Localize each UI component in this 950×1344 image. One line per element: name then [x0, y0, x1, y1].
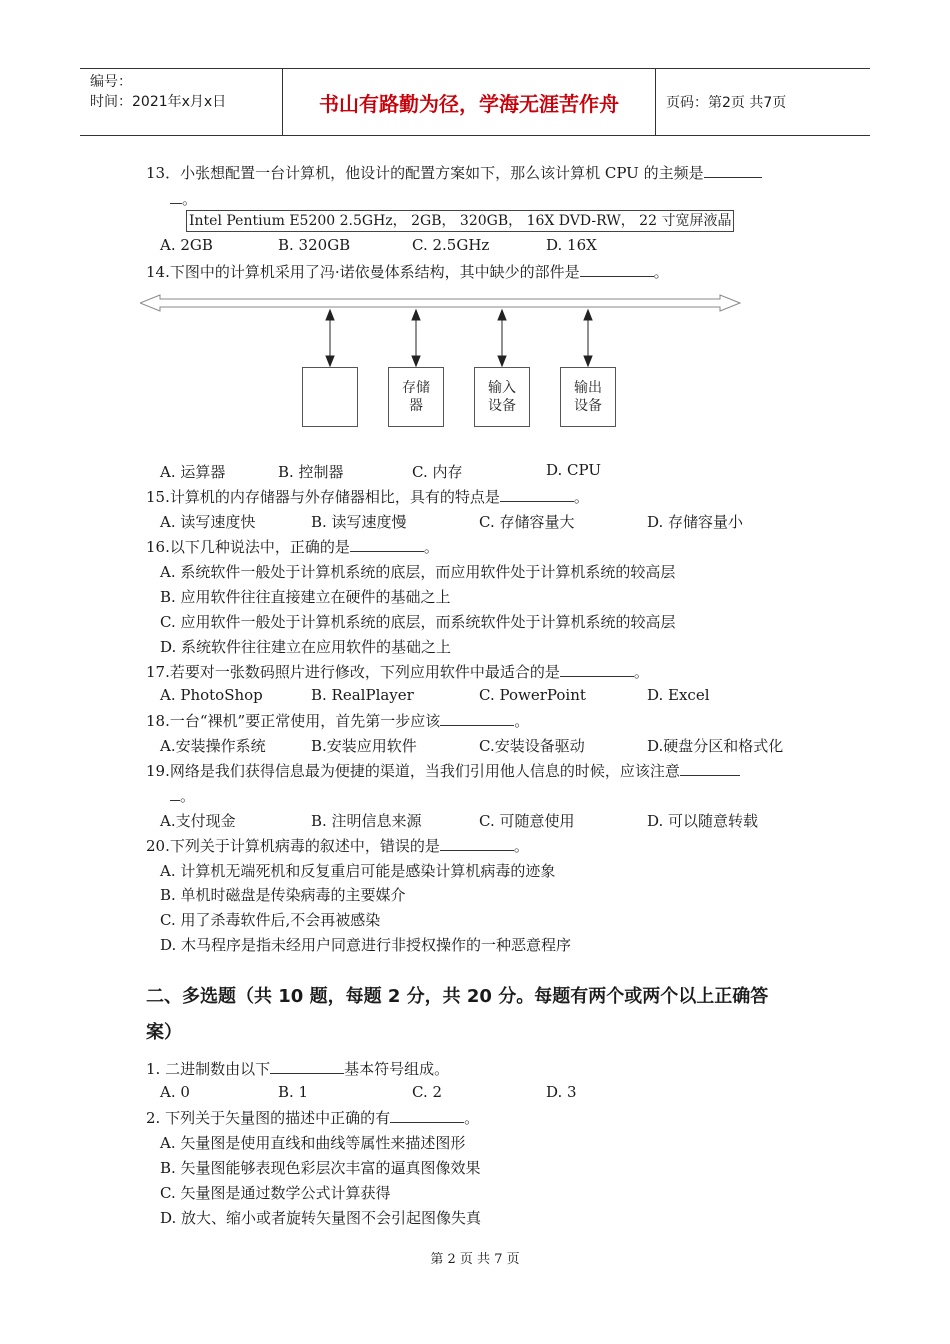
q13-option-a: A. 2GB: [160, 236, 213, 254]
q16-option-c: C. 应用软件一般处于计算机系统的底层，而系统软件处于计算机系统的较高层: [160, 613, 676, 631]
q18-option-b: B.安装应用软件: [311, 737, 417, 755]
q13-stem-cont: 。: [170, 188, 197, 209]
q13-option-b: B. 320GB: [278, 236, 351, 254]
q16-option-d: D. 系统软件往往建立在应用软件的基础之上: [160, 638, 452, 656]
s2-q1-option-b: B. 1: [278, 1083, 309, 1101]
answer-blank: [580, 262, 654, 277]
q17-option-c: C. PowerPoint: [479, 686, 586, 704]
q19-option-a: A.支付现金: [160, 812, 236, 830]
s2-q2-option-a: A. 矢量图是使用直线和曲线等属性来描述图形: [160, 1134, 466, 1152]
storage-box: 存储 器: [388, 367, 444, 427]
section2-title-cont: 案）: [146, 1022, 182, 1043]
answer-blank: [560, 662, 634, 677]
q15-stem: 15.计算机的内存储器与外存储器相比，具有的特点是 。: [146, 488, 589, 506]
header-page-info: 页码：第2页 共7页: [666, 95, 787, 111]
page-header: [80, 68, 870, 136]
s2-q1-stem: 1. 二进制数由以下 基本符号组成。: [146, 1060, 450, 1078]
page-footer: 第 2 页 共 7 页: [430, 1252, 520, 1267]
q20-option-c: C. 用了杀毒软件后,不会再被感染: [160, 911, 381, 929]
q17-stem: 17.若要对一张数码照片进行修改，下列应用软件中最适合的是 。: [146, 663, 649, 681]
q17-option-d: D. Excel: [647, 686, 710, 704]
s2-q2-option-d: D. 放大、缩小或者旋转矢量图不会引起图像失真: [160, 1209, 482, 1227]
q13-config-box: Intel Pentium E5200 2.5GHz， 2GB， 320GB， 16X DVD-RW， 22 寸宽屏液晶: [186, 210, 734, 232]
q14-option-c: C. 内存: [412, 463, 463, 481]
q19-stem: 19.网络是我们获得信息最为便捷的渠道，当我们引用他人信息的时候，应该注意: [146, 760, 740, 781]
answer-blank: [170, 786, 180, 801]
s2-q1-option-a: A. 0: [160, 1083, 190, 1101]
q20-option-d: D. 木马程序是指未经用户同意进行非授权操作的一种恶意程序: [160, 936, 572, 954]
q19-option-c: C. 可随意使用: [479, 812, 575, 830]
answer-blank: [500, 487, 574, 502]
q20-stem: 20.下列关于计算机病毒的叙述中，错误的是 。: [146, 837, 529, 855]
s2-q1-option-d: D. 3: [546, 1083, 577, 1101]
number-label: 编号：: [90, 74, 132, 90]
q19-option-d: D. 可以随意转载: [647, 812, 759, 830]
q19-option-b: B. 注明信息来源: [311, 812, 422, 830]
answer-blank: [440, 836, 514, 851]
s2-q2-stem: 2. 下列关于矢量图的描述中正确的有 。: [146, 1109, 480, 1127]
answer-blank: [350, 537, 424, 552]
answer-blank: [440, 711, 514, 726]
q17-option-a: A. PhotoShop: [160, 686, 263, 704]
answer-blank: [270, 1059, 344, 1074]
q16-stem: 16.以下几种说法中，正确的是 。: [146, 538, 439, 556]
q18-option-d: D.硬盘分区和格式化: [647, 737, 784, 755]
q15-option-d: D. 存储容量小: [647, 513, 744, 531]
answer-blank: [704, 163, 762, 178]
bus-arrows: [140, 290, 750, 440]
q18-stem: 18.一台“裸机”要正常使用，首先第一步应该 。: [146, 712, 530, 730]
section2-title: 二、多选题（共 10 题，每题 2 分，共 20 分。每题有两个或两个以上正确答: [146, 986, 769, 1007]
q18-option-c: C.安装设备驱动: [479, 737, 585, 755]
missing-component-box: [302, 367, 358, 427]
s2-q1-option-c: C. 2: [412, 1083, 443, 1101]
q16-option-b: B. 应用软件往往直接建立在硬件的基础之上: [160, 588, 451, 606]
q17-option-b: B. RealPlayer: [311, 686, 414, 704]
q14-option-d: D. CPU: [546, 461, 601, 479]
answer-blank: [680, 761, 740, 776]
time-label: 时间：2021年x月x日: [90, 94, 227, 110]
q15-option-a: A. 读写速度快: [160, 513, 256, 531]
q15-option-b: B. 读写速度慢: [311, 513, 407, 531]
q20-option-b: B. 单机时磁盘是传染病毒的主要媒介: [160, 886, 406, 904]
answer-blank: [390, 1108, 464, 1123]
output-device-box: 输出 设备: [560, 367, 616, 427]
q20-option-a: A. 计算机无端死机和反复重启可能是感染计算机病毒的迹象: [160, 862, 556, 880]
bus-double-arrow: [140, 295, 740, 311]
q15-option-c: C. 存储容量大: [479, 513, 575, 531]
q14-option-a: A. 运算器: [160, 463, 226, 481]
q16-option-a: A. 系统软件一般处于计算机系统的底层，而应用软件处于计算机系统的较高层: [160, 563, 676, 581]
q14-stem: 14.下图中的计算机采用了冯·诺依曼体系结构，其中缺少的部件是 。: [146, 263, 669, 281]
s2-q2-option-c: C. 矢量图是通过数学公式计算获得: [160, 1184, 391, 1202]
q14-option-b: B. 控制器: [278, 463, 344, 481]
header-motto: 书山有路勤为径，学海无涯苦作舟: [282, 69, 656, 135]
q18-option-a: A.安装操作系统: [160, 737, 266, 755]
q13-stem: 13．小张想配置一台计算机，他设计的配置方案如下，那么该计算机 CPU 的主频是: [146, 162, 762, 183]
s2-q2-option-b: B. 矢量图能够表现色彩层次丰富的逼真图像效果: [160, 1159, 481, 1177]
header-left: [80, 69, 282, 135]
input-device-box: 输入 设备: [474, 367, 530, 427]
q13-option-d: D. 16X: [546, 236, 597, 254]
answer-blank: [170, 189, 182, 204]
q13-option-c: C. 2.5GHz: [412, 236, 490, 254]
q19-stem-cont: 。: [170, 785, 195, 806]
